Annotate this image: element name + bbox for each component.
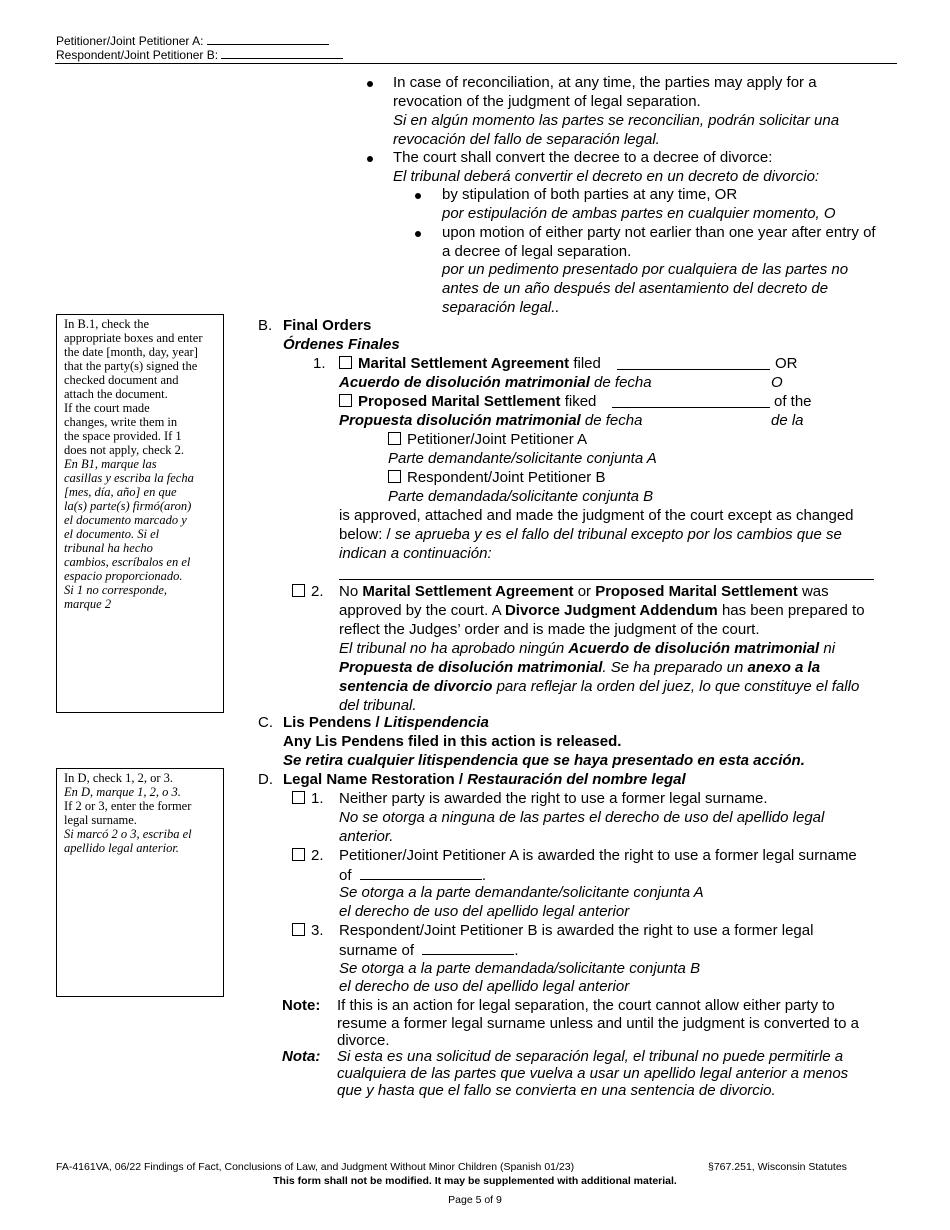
section-b-title: Final Orders: [283, 317, 372, 334]
petitioner-checkbox[interactable]: [388, 432, 401, 445]
instruction-line-es: Si 1 no corresponde,: [64, 583, 167, 597]
item-number: 1.: [311, 790, 324, 807]
instruction-line-es: Si marcó 2 o 3, escriba el: [64, 827, 192, 841]
instruction-line: that the party(s) signed the: [64, 359, 198, 373]
petitioner-surname-field[interactable]: [360, 866, 482, 880]
text-line: [339, 602, 865, 620]
instruction-line-es: En D, marque 1, 2, o 3.: [64, 785, 181, 799]
b2-checkbox[interactable]: [292, 584, 305, 597]
pms-checkbox[interactable]: [339, 394, 352, 407]
bullet-icon: [367, 156, 373, 162]
text-line: [339, 659, 820, 677]
or-label: OR: [775, 355, 798, 372]
text-fragment: was: [801, 583, 829, 600]
de-fecha-label: de fecha: [584, 412, 643, 429]
text-line: anterior.: [339, 828, 394, 845]
respondent-header: [56, 47, 343, 63]
respondent-checkbox[interactable]: [388, 470, 401, 483]
text-fragment: Proposed Marital Settlement: [595, 583, 798, 600]
petitioner-header-label: Petitioner/Joint Petitioner A:: [56, 34, 204, 48]
msa-label: Marital Settlement Agreement: [358, 355, 570, 372]
pms-label: Proposed Marital Settlement: [358, 393, 561, 410]
text-fragment: sentencia de divorcio: [339, 678, 493, 695]
instruction-line: If the court made: [64, 401, 150, 415]
instructions-box-d: [56, 768, 224, 997]
instruction-line: the date [month, day, year]: [64, 345, 198, 359]
text-fragment: Divorce Judgment Addendum: [504, 602, 718, 619]
de-fecha-label: de fecha: [594, 374, 652, 391]
text-fragment: No: [339, 583, 359, 600]
instruction-line: If 2 or 3, enter the former: [64, 799, 192, 813]
pms-date-field[interactable]: [612, 394, 770, 408]
text-line: a decree of legal separation.: [442, 243, 632, 260]
text-line: por estipulación de ambas partes en cualquier momento, O: [442, 205, 836, 222]
text-line: Se otorga a la parte demandada/solicitante conjunta B: [339, 960, 701, 977]
text-fragment: anexo a la: [747, 659, 821, 676]
of-the-label: of the: [774, 393, 812, 410]
text-line: resume a former legal surname unless and until the judgment is converted to a: [337, 1015, 859, 1032]
item-number: 2.: [311, 583, 324, 600]
text-line: [339, 583, 829, 601]
respondent-name-field[interactable]: [221, 47, 343, 59]
text-fragment: El tribunal no ha aprobado ningún: [339, 640, 565, 657]
instruction-line: legal surname.: [64, 813, 137, 827]
instruction-line-es: apellido legal anterior.: [64, 841, 179, 855]
bullet-icon: [415, 193, 421, 199]
section-d-title-en: Legal Name Restoration /: [283, 771, 464, 788]
d2-line: [292, 847, 324, 865]
text-line: Si esta es una solicitud de separación legal, el tribunal no puede permitirle a: [337, 1048, 844, 1065]
item2-line: [292, 583, 324, 601]
item-number: 2.: [311, 847, 324, 864]
instruction-line-es: marque 2: [64, 597, 112, 611]
text-fragment: Propuesta de disolución matrimonial: [339, 659, 603, 676]
msa-checkbox[interactable]: [339, 356, 352, 369]
text-line: Any Lis Pendens filed in this action is released.: [283, 733, 622, 750]
instruction-line: appropriate boxes and enter: [64, 331, 203, 345]
text-fragment: Marital Settlement Agreement: [362, 583, 574, 600]
text-fragment: of: [339, 867, 352, 884]
text-line: Se retira cualquier litispendencia que se haya presentado en esta acción.: [283, 752, 805, 769]
text-fragment: approved by the court. A: [339, 602, 501, 619]
page-number: Page 5 of 9: [448, 1194, 502, 1206]
text-line: Petitioner/Joint Petitioner A is awarded the right to use a former legal surname: [339, 847, 857, 864]
section-d-letter: D.: [258, 771, 273, 788]
section-c-title-es: Litispendencia: [383, 714, 489, 731]
section-b-title-es: Órdenes Finales: [283, 336, 400, 353]
text-line: [339, 678, 859, 696]
text-line: reflect the Judges’ order and is made the judgment of the court.: [339, 621, 760, 638]
text-line: cualquiera de las partes que vuelva a usar un apellido legal anterior a menos: [337, 1065, 849, 1082]
o-label: O: [771, 374, 783, 391]
changes-write-in-line[interactable]: [339, 579, 874, 580]
d1-checkbox[interactable]: [292, 791, 305, 804]
instruction-line-es: casillas y escriba la fecha: [64, 471, 194, 485]
text-line: The court shall convert the decree to a decree of divorce:: [393, 149, 773, 166]
text-fragment: has been prepared to: [721, 602, 865, 619]
msa-date-field[interactable]: [617, 356, 770, 370]
msa-es-label: Acuerdo de disolución matrimonial: [339, 374, 590, 391]
instruction-line-es: el documento. Si el: [64, 527, 160, 541]
de-la-label: de la: [771, 412, 804, 429]
d1-line: [292, 790, 324, 808]
text-line: El tribunal deberá convertir el decreto en un decreto de divorcio:: [393, 168, 820, 185]
msa-es-line: [339, 374, 652, 392]
text-line: que y hasta que el fallo se convierta en una sentencia de divorcio.: [337, 1082, 776, 1099]
section-d-title: [283, 771, 686, 789]
text-line: Se otorga a la parte demandante/solicitante conjunta A: [339, 884, 704, 901]
respondent-es: Parte demandada/solicitante conjunta B: [388, 488, 654, 505]
text-line: upon motion of either party not earlier than one year after entry of: [442, 224, 876, 241]
instruction-line: does not apply, check 2.: [64, 443, 184, 457]
text-fragment: se aprueba y es el fallo del tribunal excepto por los cambios que se: [394, 526, 842, 543]
section-c-title: [283, 714, 489, 732]
text-line: Si en algún momento las partes se reconcilian, podrán solicitar una: [393, 112, 840, 129]
filed-label: filed: [573, 355, 601, 372]
msa-line: [339, 355, 601, 373]
section-c-title-en: Lis Pendens /: [283, 714, 380, 731]
instruction-line-es: el documento marcado y: [64, 513, 187, 527]
instruction-line-es: la(s) parte(s) firmó(aron): [64, 499, 192, 513]
section-c-letter: C.: [258, 714, 273, 731]
pms-es-label: Propuesta disolución matrimonial: [339, 412, 581, 429]
petitioner-name-field[interactable]: [207, 33, 329, 45]
instruction-line: the space provided. If 1: [64, 429, 182, 443]
respondent-surname-field[interactable]: [422, 941, 514, 955]
text-line: of .: [339, 867, 487, 884]
text-line: antes de un año después del asentamiento del decreto de: [442, 280, 829, 297]
nota-label: Nota:: [282, 1048, 321, 1065]
text-fragment: surname of: [339, 942, 415, 959]
petitioner-option: [388, 431, 587, 449]
text-line: [339, 640, 835, 658]
instruction-line: In B.1, check the: [64, 317, 150, 331]
text-fragment: para reflejar la orden del juez, lo que constituye el fallo: [496, 678, 860, 695]
text-line: separación legal..: [442, 299, 560, 316]
instructions-box-b: [56, 314, 224, 713]
header-divider: [55, 63, 897, 64]
instruction-line-es: cambios, escríbalos en el: [64, 555, 191, 569]
text-line: [339, 526, 842, 544]
text-line: Respondent/Joint Petitioner B is awarded the right to use a former legal: [339, 922, 814, 939]
instruction-line-es: [mes, día, año] en que: [64, 485, 177, 499]
text-line: Neither party is awarded the right to use a former legal surname.: [339, 790, 768, 807]
bullet-icon: [367, 81, 373, 87]
section-d-title-es: Restauración del nombre legal: [467, 771, 686, 788]
text-line: revocation of the judgment of legal separation.: [393, 93, 701, 110]
instruction-line-es: En B1, marque las: [64, 457, 157, 471]
text-line: by stipulation of both parties at any time, OR: [442, 186, 738, 203]
pms-line: [339, 393, 596, 411]
instruction-line: changes, write them in: [64, 415, 178, 429]
text-line: el derecho de uso del apellido legal anterior: [339, 903, 630, 920]
instruction-line-es: espacio proporcionado.: [64, 569, 183, 583]
text-line: No se otorga a ninguna de las partes el derecho de uso del apellido legal: [339, 809, 825, 826]
d3-checkbox[interactable]: [292, 923, 305, 936]
pms-es-line: [339, 412, 642, 430]
item-number: 3.: [311, 922, 324, 939]
fiked-label: fiked: [564, 393, 597, 410]
text-line: is approved, attached and made the judgment of the court except as changed: [339, 507, 854, 524]
instruction-line-es: tribunal ha hecho: [64, 541, 153, 555]
d2-checkbox[interactable]: [292, 848, 305, 861]
note-label: Note:: [282, 997, 321, 1014]
respondent-header-label: Respondent/Joint Petitioner B:: [56, 48, 219, 62]
item-number: 1.: [313, 355, 326, 372]
petitioner-label: Petitioner/Joint Petitioner A: [407, 431, 588, 448]
form-notice: This form shall not be modified. It may be supplemented with additional material.: [273, 1175, 677, 1187]
text-line: el derecho de uso del apellido legal anterior: [339, 978, 630, 995]
text-line: If this is an action for legal separation, the court cannot allow either party to: [337, 997, 835, 1014]
text-line: In case of reconciliation, at any time, the parties may apply for a: [393, 74, 817, 91]
text-line: surname of .: [339, 942, 519, 959]
text-line: revocación del fallo de separación legal.: [393, 131, 660, 148]
text-line: del tribunal.: [339, 697, 417, 714]
section-b-letter: B.: [258, 317, 273, 334]
form-id: FA-4161VA, 06/22 Findings of Fact, Conclusions of Law, and Judgment Without Minor Children (Spanish 01/23): [56, 1161, 575, 1173]
statute-reference: §767.251, Wisconsin Statutes: [708, 1161, 847, 1173]
text-fragment: below: /: [339, 526, 391, 543]
bullet-icon: [415, 231, 421, 237]
text-fragment: ni: [823, 640, 836, 657]
text-line: divorce.: [337, 1032, 390, 1049]
petitioner-es: Parte demandante/solicitante conjunta A: [388, 450, 657, 467]
text-fragment: . Se ha preparado un: [602, 659, 744, 676]
text-fragment: Acuerdo de disolución matrimonial: [568, 640, 820, 657]
instruction-line: attach the document.: [64, 387, 168, 401]
respondent-option: [388, 469, 605, 487]
instruction-line: In D, check 1, 2, or 3.: [64, 771, 173, 785]
text-line: por un pedimento presentado por cualquiera de las partes no: [442, 261, 849, 278]
instruction-line: checked document and: [64, 373, 179, 387]
d3-line: [292, 922, 324, 940]
text-fragment: or: [577, 583, 592, 600]
text-line: indican a continuación:: [339, 545, 492, 562]
respondent-label: Respondent/Joint Petitioner B: [407, 469, 606, 486]
